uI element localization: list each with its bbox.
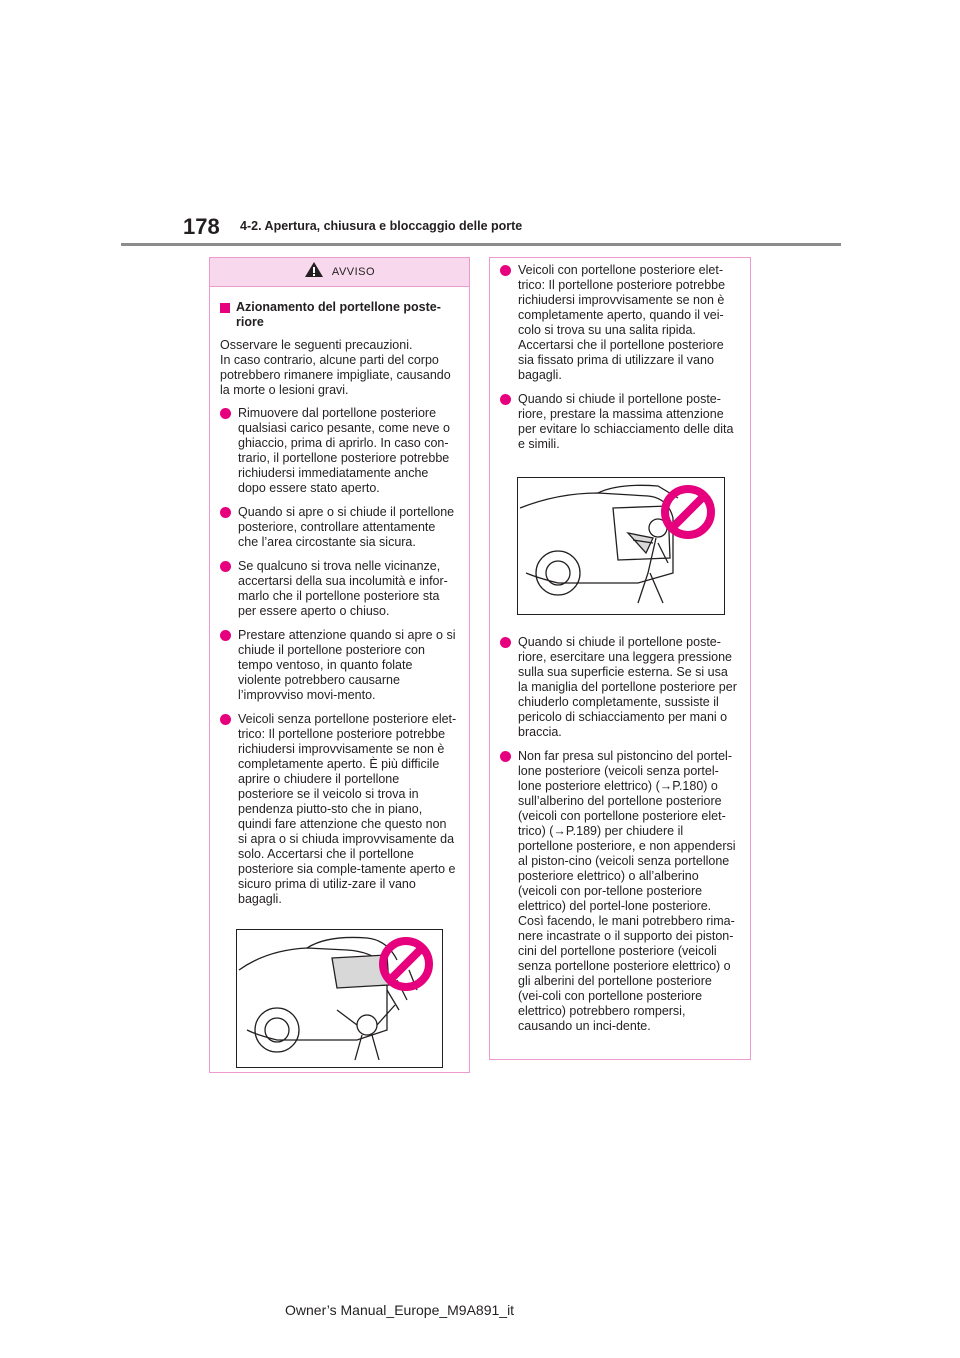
warning-heading — [220, 300, 457, 330]
list-item — [220, 559, 457, 619]
bullet-icon — [220, 408, 231, 419]
section-title: 4-2. Apertura, chiusura e bloccaggio delle porte — [240, 219, 523, 233]
list-item-text: Prestare attenzione quando si apre o si chiude il portellone posteriore con tempo ventoso, in quanto folate violente potrebbero causarne l’improvviso movi-mento. — [238, 628, 456, 702]
bullet-icon — [500, 394, 511, 405]
bullet-icon — [220, 561, 231, 572]
list-item — [500, 749, 738, 1034]
page-number: 178 — [183, 214, 220, 239]
list-item-text: Quando si chiude il portellone poste-riore, esercitare una leggera pressione sulla sua superficie esterna. Se si usa la maniglia del portellone posteriore per chiuderlo completamente, sussiste il pericolo di schiacciamento per mani o braccia. — [518, 635, 737, 739]
list-item — [500, 635, 738, 740]
list-item-text: Quando si chiude il portellone poste-riore, prestare la massima attenzione per evitare lo schiacciamento delle dita e simili. — [518, 392, 734, 451]
bullet-icon — [500, 637, 511, 648]
list-item — [220, 406, 457, 496]
list-item-text: Non far presa sul pistoncino del portel-lone posteriore (veicoli senza portel-lone posteriore elettrico) (→P.180) o sull’alberino del portellone posteriore (veicoli con portellone posteriore elet-trico) (→P.189) per chiudere il portellone posteriore, e non appendersi al piston-cino (veicoli senza portellone posteriore elettrico) o all’alberino (veicoli con por-tellone posteriore elettrico) del portel-lone posteriore. Così facendo, le mani potrebbero rima-nere incastrate o il supporto dei piston-cini del portellone posteriore (veicoli senza portellone posteriore elettrico) o gli alberini del portellone posteriore (vei-coli con portellone posteriore elettrico) potrebbero rompersi, causando un inci-dente. — [518, 749, 736, 1033]
warning-label: AVVISO — [331, 266, 376, 278]
list-item-text: Se qualcuno si trova nelle vicinanze, accertarsi della sua incolumità e infor-marlo che il portellone posteriore sta per essere aperto o chiuso. — [238, 559, 448, 618]
warning-intro — [220, 338, 457, 398]
list-item — [220, 505, 457, 550]
bullet-icon — [220, 507, 231, 518]
list-item — [500, 263, 738, 383]
list-item — [220, 628, 457, 703]
footer-manual-id: Owner’s Manual_Europe_M9A891_it — [285, 1302, 515, 1318]
warning-box-right — [489, 257, 751, 1060]
prohibited-icon — [378, 936, 434, 992]
intro-line: Osservare le seguenti precauzioni. — [220, 338, 413, 352]
tailgate-illustration-left — [236, 929, 443, 1068]
warning-triangle-icon — [304, 261, 324, 283]
bullet-icon — [220, 630, 231, 641]
prohibited-icon — [660, 484, 716, 540]
list-item-text: Quando si apre o si chiude il portellone posteriore, controllare attentamente che l’area circostante sia sicura. — [238, 505, 455, 549]
list-item-text: Rimuovere dal portellone posteriore qualsiasi carico pesante, come neve o ghiaccio, prima di aprirlo. In caso con-trario, il portellone posteriore potrebbe richiudersi immediatamente anche dopo essere stato aperto. — [238, 406, 450, 495]
tailgate-illustration-right — [517, 477, 725, 615]
bullet-icon — [220, 714, 231, 725]
warning-heading-text: Azionamento del portellone poste-riore — [236, 300, 441, 329]
list-item-text: Veicoli senza portellone posteriore elet-trico: Il portellone posteriore potrebbe richiudersi improvvisamente se non è completamente aperto. È più difficile aprire o chiudere il portellone posteriore se il veicolo si trova in pendenza piutto-sto che in piano, quindi fare attenzione che questo non si apra o si chiuda improvvisamente da solo. Accertarsi che il portellone posteriore sia comple-tamente aperto e sicuro prima di utiliz-zare il vano bagagli. — [238, 712, 457, 906]
list-item — [220, 712, 457, 907]
bullet-icon — [500, 265, 511, 276]
list-item — [500, 392, 738, 452]
warning-header — [210, 258, 469, 287]
intro-line: In caso contrario, alcune parti del corpo potrebbero rimanere impigliate, causando la morte o lesioni gravi. — [220, 353, 451, 397]
header-rule — [121, 243, 841, 246]
square-bullet-icon — [220, 303, 230, 313]
list-item-text: Veicoli con portellone posteriore elet-trico: Il portellone posteriore potrebbe richiudersi improvvisamente se non è completamente aperto, quando il vei-colo si trova su una salita ripida. Accertarsi che il portellone posteriore sia fissato prima di utilizzare il vano bagagli. — [518, 263, 726, 382]
bullet-icon — [500, 751, 511, 762]
